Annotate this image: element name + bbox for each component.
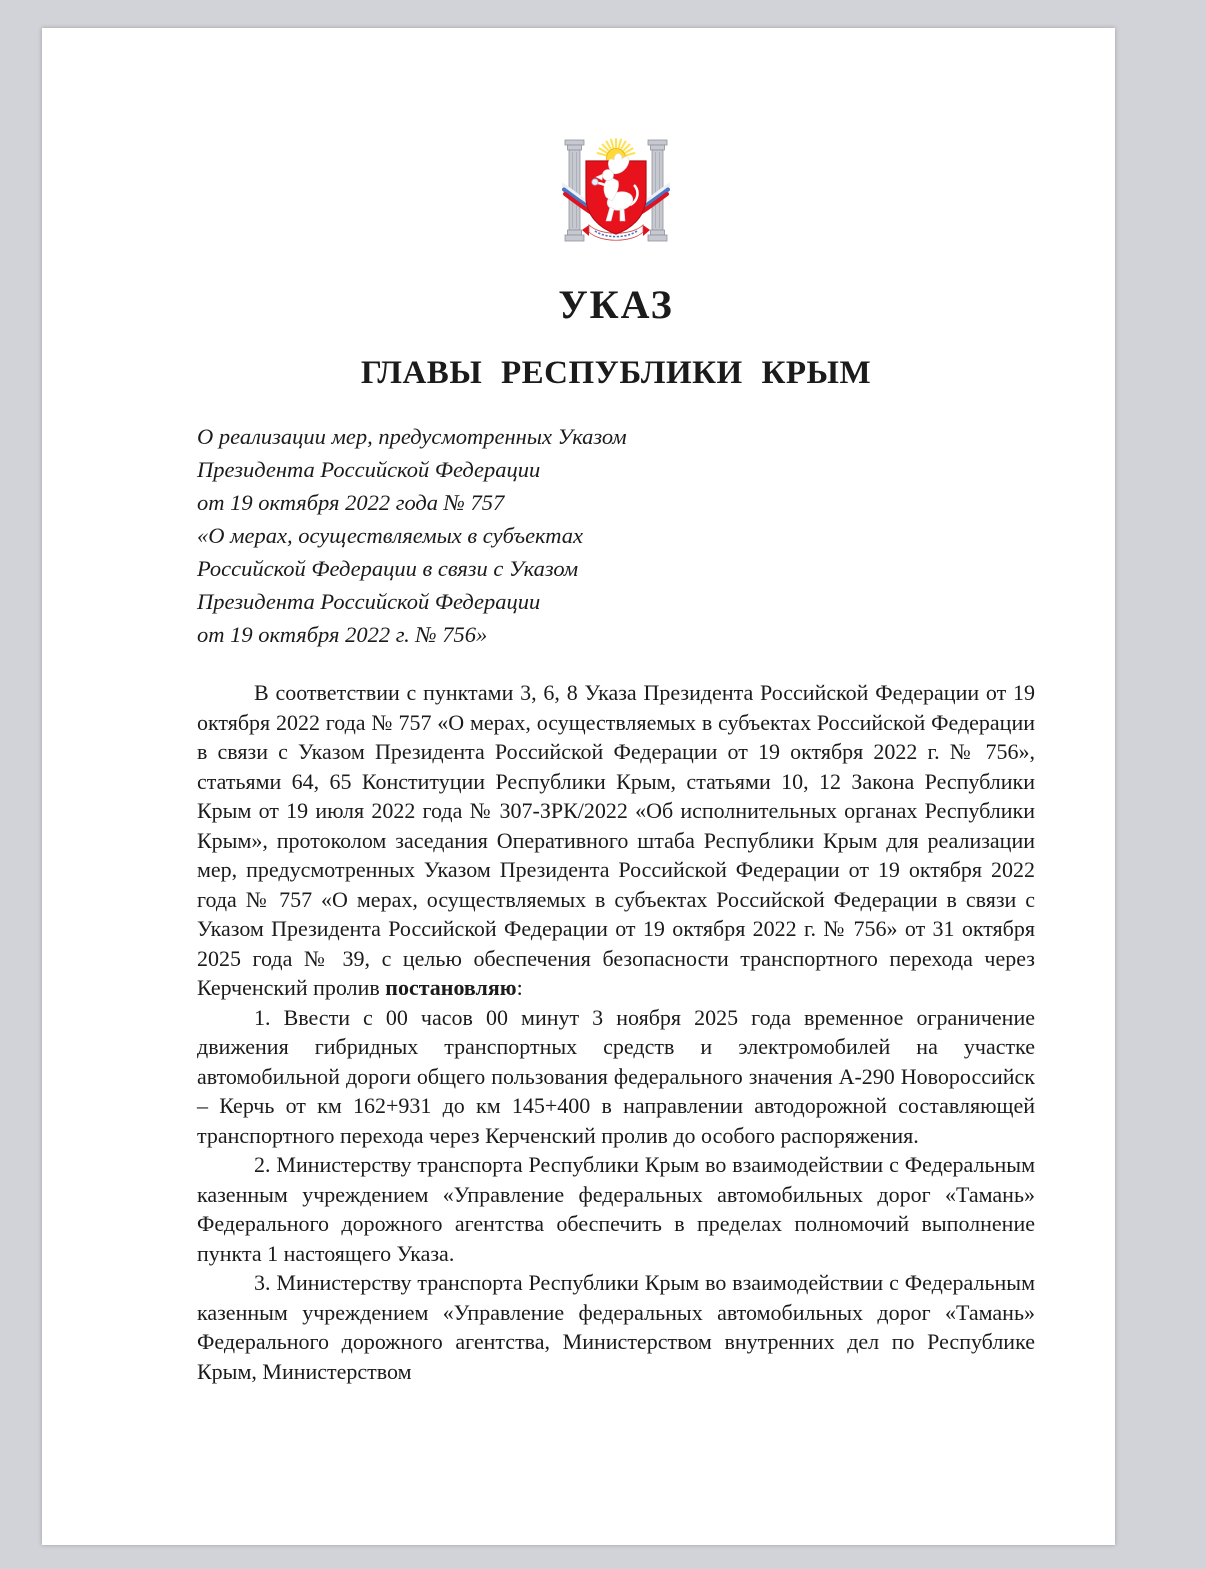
document-subtitle: ГЛАВЫ РЕСПУБЛИКИ КРЫМ [360, 355, 872, 391]
decree-item-1: 1. Ввести с 00 часов 00 минут 3 ноября 2025 года временное ограничение движения гибридных транспортных средств и электромобилей на участке автомобильной дороги общего пользования федерального значения А-290 Новороссийск – Керчь от км 162+931 до км 145+400 в направлении автодорожной составляющей транспортного перехода через Керченский пролив до особого распоряжения. [197, 1004, 1035, 1148]
preamble-line: от 19 октября 2022 г. № 756» [197, 622, 488, 647]
preamble-line: Президента Российской Федерации [197, 457, 541, 482]
decree-item-2: 2. Министерству транспорта Республики Крым во взаимодействии с Федеральным казенным учреждением «Управление федеральных автомобильных дорог «Тамань» Федерального дорожного агентства обеспечить в пределах полномочий выполнение пункта 1 настоящего Указа. [197, 1152, 1035, 1266]
preamble-line: «О мерах, осуществляемых в субъектах [197, 523, 584, 548]
intro-paragraph [197, 678, 1035, 1003]
intro-resolve-word: постановляю [385, 975, 517, 1000]
preamble-line: Российской Федерации в связи с Указом [197, 556, 579, 581]
document-preamble [197, 420, 1035, 651]
intro-text: В соответствии с пунктами 3, 6, 8 Указа Президента Российской Федерации от 19 октября 2022 года № 757 «О мерах, осуществляемых в субъектах Российской Федерации в связи с Указом Президента Российской Федерации от 19 октября 2022 г. № 756», статьями 64, 65 Конституции Республики Крым, статьями 10, 12 Закона Республики Крым от 19 июля 2022 года № 307-ЗРК/2022 «Об исполнительных органах Республики Крым», протоколом заседания Оперативного штаба Республики Крым для реализации мер, предусмотренных Указом Президента Российской Федерации от 19 октября 2022 года № 757 «О мерах, осуществляемых в субъектах Российской Федерации в связи с Указом Президента Российской Федерации от 19 октября 2022 г. № 756» от 31 октября 2025 года № 39, с целью обеспечения безопасности транспортного перехода через Керченский пролив [197, 680, 1035, 1000]
crimea-coat-of-arms-icon [562, 131, 670, 247]
document-title: УКАЗ [558, 282, 674, 327]
document-page [42, 28, 1115, 1545]
document-content [197, 28, 1035, 1386]
preamble-line: О реализации мер, предусмотренных Указом [197, 424, 627, 449]
preamble-line: Президента Российской Федерации [197, 589, 541, 614]
intro-colon: : [516, 975, 523, 1000]
preamble-line: от 19 октября 2022 года № 757 [197, 490, 505, 515]
decree-item-3: 3. Министерству транспорта Республики Крым во взаимодействии с Федеральным казенным учреждением «Управление федеральных автомобильных дорог «Тамань» Федерального дорожного агентства, Министерством внутренних дел по Республике Крым, Министерством [197, 1270, 1035, 1384]
